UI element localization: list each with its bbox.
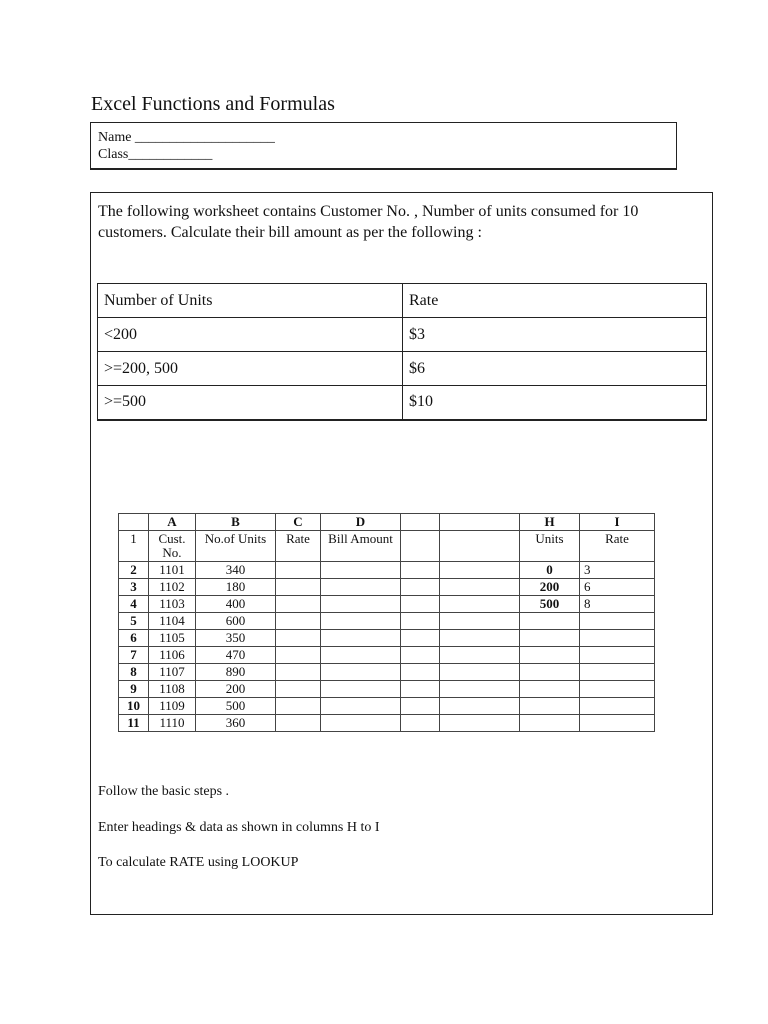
rate-table-row [98,352,707,386]
corner-cell [119,514,149,531]
rate-cell: $10 [403,386,707,420]
rate-table-header [98,284,707,318]
lookup-rate-cell [580,647,655,664]
empty-cell [440,647,520,664]
rate-table [97,283,707,421]
empty-cell [401,715,440,732]
row-number: 2 [119,562,149,579]
lookup-rate-cell: 8 [580,596,655,613]
rate-cell: $3 [403,318,707,352]
column-letter-row [119,514,655,531]
row-number: 11 [119,715,149,732]
cust-no-cell: 1101 [149,562,196,579]
lookup-units-cell: 200 [520,579,580,596]
col-letter-i: I [580,514,655,531]
cust-no-cell: 1103 [149,596,196,613]
row-number: 10 [119,698,149,715]
rate-cell [276,613,321,630]
col-letter-d: D [321,514,401,531]
rate-cell [276,562,321,579]
rate-table-row [98,318,707,352]
units-cell: 600 [196,613,276,630]
empty-cell [440,596,520,613]
empty-cell [440,579,520,596]
units-cell: >=200, 500 [98,352,403,386]
cust-no-cell: 1108 [149,681,196,698]
units-cell: 400 [196,596,276,613]
table-row [119,715,655,732]
bill-amount-cell [321,596,401,613]
lookup-units-cell [520,664,580,681]
rate-cell [276,579,321,596]
units-cell: 890 [196,664,276,681]
bill-amount-cell [321,562,401,579]
bill-amount-header: Bill Amount [321,531,401,562]
name-field-label[interactable]: Name ____________________ [98,130,275,145]
lookup-rate-cell [580,613,655,630]
bill-amount-cell [321,715,401,732]
units-cell: 350 [196,630,276,647]
table-row [119,681,655,698]
lookup-rate-cell [580,630,655,647]
empty-cell [440,613,520,630]
table-row [119,647,655,664]
empty-cell [440,681,520,698]
empty-cell [440,531,520,562]
empty-cell [401,579,440,596]
bill-amount-cell [321,613,401,630]
bill-amount-cell [321,664,401,681]
units-cell: 470 [196,647,276,664]
step-text: Enter headings & data as shown in columns H to I [98,820,380,835]
units-cell: 360 [196,715,276,732]
row-number: 9 [119,681,149,698]
lookup-rate-cell [580,698,655,715]
empty-cell [440,562,520,579]
bill-amount-cell [321,579,401,596]
row-number: 6 [119,630,149,647]
lookup-units-cell [520,630,580,647]
rate-cell [276,596,321,613]
step-text: To calculate RATE using LOOKUP [98,855,299,870]
lookup-units-cell [520,715,580,732]
lookup-rate-cell [580,715,655,732]
empty-cell [401,613,440,630]
lookup-rate-cell [580,681,655,698]
lookup-rate-cell: 6 [580,579,655,596]
lookup-rate-cell [580,664,655,681]
table-row [119,630,655,647]
worksheet-table [118,513,655,732]
units-cell: >=500 [98,386,403,420]
bill-amount-cell [321,698,401,715]
rate-cell [276,647,321,664]
empty-cell [401,664,440,681]
table-row [119,562,655,579]
empty-cell [440,664,520,681]
rate-cell [276,715,321,732]
assignment-box [90,192,713,915]
cust-no-cell: 1105 [149,630,196,647]
rate-cell [276,681,321,698]
step-text: Follow the basic steps . [98,784,230,799]
student-info-box [90,122,677,170]
bill-amount-cell [321,647,401,664]
row-number: 1 [119,531,149,562]
lookup-rate-header: Rate [580,531,655,562]
rate-cell [276,630,321,647]
col-letter-c: C [276,514,321,531]
col-letter-a: A [149,514,196,531]
rate-cell [276,664,321,681]
row-number: 7 [119,647,149,664]
lookup-units-cell [520,698,580,715]
lookup-units-cell: 500 [520,596,580,613]
lookup-units-header: Units [520,531,580,562]
col-letter-blank [401,514,440,531]
row-number: 4 [119,596,149,613]
cust-no-header: Cust. No. [149,531,196,562]
cust-no-cell: 1107 [149,664,196,681]
lookup-units-cell [520,681,580,698]
empty-cell [440,630,520,647]
table-row [119,596,655,613]
empty-cell [401,698,440,715]
units-cell: 180 [196,579,276,596]
row-number: 3 [119,579,149,596]
intro-text: The following worksheet contains Customer No. , Number of units consumed for 10 customers. Calculate their bill amount as per the following : [98,203,639,241]
cust-no-cell: 1104 [149,613,196,630]
empty-cell [440,698,520,715]
units-cell: 340 [196,562,276,579]
cust-no-cell: 1109 [149,698,196,715]
units-header: No.of Units [196,531,276,562]
rate-cell [276,698,321,715]
cust-no-cell: 1102 [149,579,196,596]
rate-header: Rate [276,531,321,562]
bill-amount-cell [321,630,401,647]
row-number: 8 [119,664,149,681]
empty-cell [401,681,440,698]
table-row [119,698,655,715]
units-header: Number of Units [98,284,403,318]
col-letter-b: B [196,514,276,531]
rate-cell: $6 [403,352,707,386]
cust-no-cell: 1110 [149,715,196,732]
empty-cell [401,562,440,579]
page-title: Excel Functions and Formulas [91,93,335,115]
cust-no-cell: 1106 [149,647,196,664]
units-cell: <200 [98,318,403,352]
table-row [119,579,655,596]
units-cell: 200 [196,681,276,698]
empty-cell [401,647,440,664]
lookup-units-cell [520,613,580,630]
units-cell: 500 [196,698,276,715]
col-letter-h: H [520,514,580,531]
table-row [119,664,655,681]
class-field-label[interactable]: Class____________ [98,147,213,162]
empty-cell [401,630,440,647]
row-number: 5 [119,613,149,630]
bill-amount-cell [321,681,401,698]
rate-table-row [98,386,707,420]
empty-cell [401,596,440,613]
empty-cell [401,531,440,562]
col-letter-blank [440,514,520,531]
empty-cell [440,715,520,732]
lookup-units-cell [520,647,580,664]
lookup-units-cell: 0 [520,562,580,579]
lookup-rate-cell: 3 [580,562,655,579]
rate-header: Rate [403,284,707,318]
worksheet-header-row [119,531,655,562]
table-row [119,613,655,630]
